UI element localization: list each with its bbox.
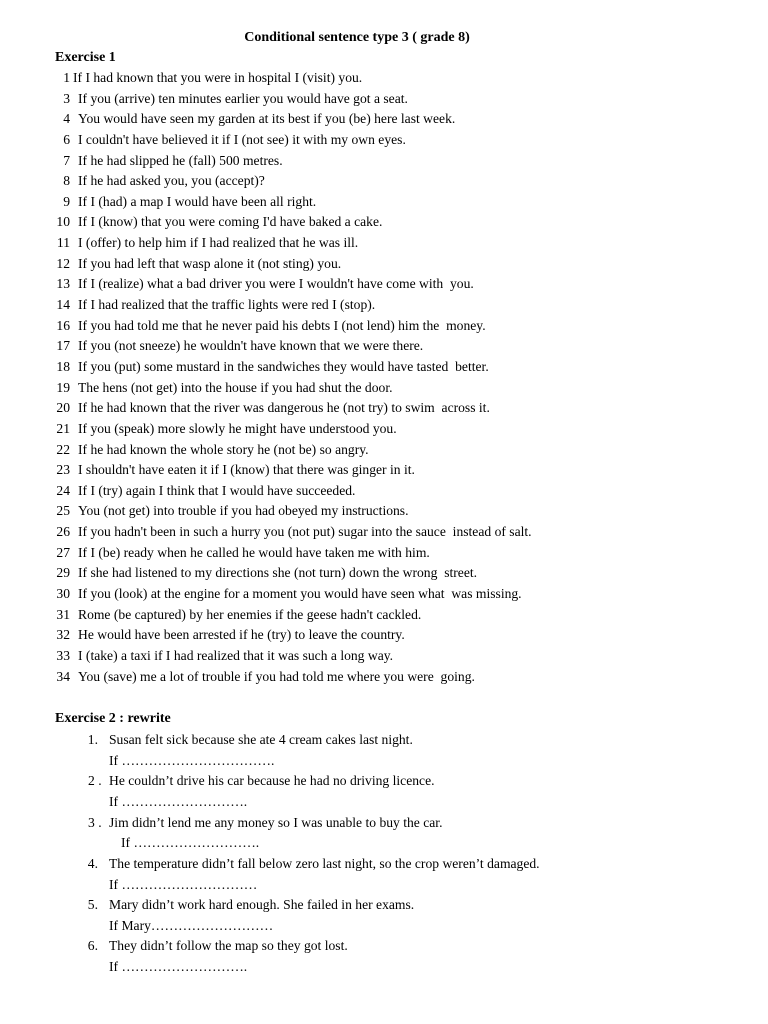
- list-item: [0, 543, 768, 564]
- item-number: 34: [56, 668, 70, 684]
- item-sentence: Susan felt sick because she ate 4 cream cakes last night.: [109, 732, 413, 747]
- item-number: 12: [56, 255, 70, 271]
- item-number: 6.: [87, 938, 98, 954]
- item-number: 1: [63, 70, 70, 85]
- list-item: [0, 192, 768, 213]
- item-text: If I (be) ready when he called he would have taken me with him.: [78, 544, 430, 560]
- item-sentence: The temperature didn’t fall below zero last night, so the crop weren’t damaged.: [109, 855, 540, 871]
- rewrite-blank: If ……………………….: [109, 793, 248, 809]
- list-item: [0, 274, 768, 295]
- item-number: 33: [56, 647, 70, 663]
- list-item: [0, 89, 768, 110]
- item-number: 31: [56, 606, 70, 622]
- item-number: 11: [56, 235, 70, 251]
- item-number: 24: [56, 482, 70, 498]
- item-number: 27: [56, 544, 70, 560]
- item-number: 3 .: [88, 814, 102, 830]
- list-item: [0, 625, 768, 646]
- item-text: You would have seen my garden at its best if you (be) here last week.: [78, 111, 456, 127]
- list-item: [0, 171, 768, 192]
- item-text: You (save) me a lot of trouble if you had told me where you were going.: [78, 668, 475, 684]
- item-number: 29: [56, 565, 70, 581]
- list-item: [0, 109, 768, 130]
- item-sentence: They didn’t follow the map so they got lost.: [109, 938, 348, 954]
- item-text: I (offer) to help him if I had realized that he was ill.: [78, 235, 359, 251]
- exercise-1-heading: Exercise 1: [55, 50, 116, 65]
- list-item: [0, 730, 768, 771]
- list-item: [0, 563, 768, 584]
- list-item: [0, 336, 768, 357]
- item-text: Rome (be captured) by her enemies if the geese hadn't cackled.: [78, 606, 422, 622]
- list-item: [0, 440, 768, 461]
- list-item: [0, 357, 768, 378]
- item-text: If you (not sneeze) he wouldn't have known that we were there.: [78, 338, 424, 354]
- item-number: 16: [56, 317, 70, 333]
- rewrite-blank: If …………………………….: [109, 752, 275, 768]
- item-text: If you hadn't been in such a hurry you (not put) sugar into the sauce instead of salt.: [78, 524, 532, 540]
- item-number: 4: [63, 111, 70, 127]
- item-number: 1.: [87, 732, 98, 747]
- item-number: 6: [63, 131, 70, 147]
- item-text: The hens (not get) into the house if you had shut the door.: [78, 379, 393, 395]
- item-number: 26: [56, 524, 70, 540]
- list-item: [0, 501, 768, 522]
- list-item: [0, 895, 768, 936]
- item-number: 8: [63, 173, 70, 189]
- item-number: 22: [56, 441, 70, 457]
- list-item: [0, 233, 768, 254]
- list-item: [0, 151, 768, 172]
- item-number: 19: [56, 379, 70, 395]
- item-text: If she had listened to my directions she (not turn) down the wrong street.: [78, 565, 478, 581]
- list-item: [0, 481, 768, 502]
- item-text: You (not get) into trouble if you had obeyed my instructions.: [78, 503, 409, 519]
- item-text: If he had slipped he (fall) 500 metres.: [78, 152, 283, 168]
- item-number: 7: [63, 152, 70, 168]
- item-number: 4.: [87, 855, 98, 871]
- item-number: 18: [56, 358, 70, 374]
- item-number: 5.: [87, 897, 98, 913]
- item-text: I couldn't have believed it if I (not see) it with my own eyes.: [78, 131, 406, 147]
- rewrite-blank: If …………………………: [109, 876, 258, 892]
- list-item: [0, 605, 768, 626]
- list-item: [0, 584, 768, 605]
- item-text: If you had left that wasp alone it (not sting) you.: [78, 255, 342, 271]
- list-item: [0, 460, 768, 481]
- list-item: [0, 419, 768, 440]
- item-number: 23: [56, 462, 70, 478]
- item-number: 17: [56, 338, 70, 354]
- item-text: If you (arrive) ten minutes earlier you would have got a seat.: [78, 90, 408, 106]
- list-item: [0, 771, 768, 812]
- item-number: 32: [56, 627, 70, 643]
- list-item: [0, 854, 768, 895]
- item-text: If he had known the whole story he (not be) so angry.: [78, 441, 369, 457]
- exercise-1-list: [0, 68, 768, 687]
- item-text: If I had realized that the traffic lights were red I (stop).: [78, 297, 376, 313]
- list-item: [0, 378, 768, 399]
- list-item: [0, 295, 768, 316]
- item-text: If he had known that the river was dangerous he (not try) to swim across it.: [78, 400, 490, 416]
- rewrite-blank: If Mary………………………: [109, 917, 274, 933]
- item-number: 13: [56, 276, 70, 292]
- item-text: If you (speak) more slowly he might have understood you.: [78, 420, 397, 436]
- item-text: If I (try) again I think that I would have succeeded.: [78, 482, 356, 498]
- list-item: [0, 316, 768, 337]
- item-sentence: He couldn’t drive his car because he had no driving licence.: [109, 773, 435, 789]
- item-text: If I had known that you were in hospital I (visit) you.: [73, 70, 363, 85]
- item-text: If I (know) that you were coming I'd have baked a cake.: [78, 214, 383, 230]
- item-sentence: Jim didn’t lend me any money so I was unable to buy the car.: [109, 814, 443, 830]
- item-number: 21: [56, 420, 70, 436]
- item-text: If he had asked you, you (accept)?: [78, 173, 265, 189]
- list-item: [0, 646, 768, 667]
- item-text: If you had told me that he never paid his debts I (not lend) him the money.: [78, 317, 486, 333]
- list-item: [0, 522, 768, 543]
- rewrite-blank: If ……………………….: [109, 959, 248, 975]
- item-number: 2 .: [88, 773, 102, 789]
- list-item: [0, 813, 768, 854]
- list-item: [0, 130, 768, 151]
- item-text: If I (realize) what a bad driver you were I wouldn't have come with you.: [78, 276, 474, 292]
- list-item: [0, 667, 768, 688]
- item-sentence: Mary didn’t work hard enough. She failed in her exams.: [109, 897, 415, 913]
- list-item: [0, 212, 768, 233]
- item-text: If you (put) some mustard in the sandwiches they would have tasted better.: [78, 358, 489, 374]
- list-item: [0, 68, 768, 89]
- exercise-2-heading: Exercise 2 : rewrite: [55, 711, 171, 726]
- item-number: 25: [56, 503, 70, 519]
- item-number: 14: [56, 297, 70, 313]
- item-text: He would have been arrested if he (try) to leave the country.: [78, 627, 405, 643]
- list-item: [0, 398, 768, 419]
- list-item: [0, 936, 768, 977]
- list-item: [0, 254, 768, 275]
- item-number: 9: [63, 193, 70, 209]
- item-number: 3: [63, 90, 70, 106]
- item-text: I (take) a taxi if I had realized that it was such a long way.: [78, 647, 394, 663]
- item-number: 10: [56, 214, 70, 230]
- item-number: 30: [56, 586, 70, 602]
- item-text: If I (had) a map I would have been all right.: [78, 193, 317, 209]
- item-number: 20: [56, 400, 70, 416]
- item-text: If you (look) at the engine for a moment you would have seen what was missing.: [78, 586, 522, 602]
- rewrite-blank: If ……………………….: [121, 835, 260, 851]
- page-title: Conditional sentence type 3 ( grade 8): [244, 30, 470, 45]
- exercise-2-list: [0, 730, 768, 978]
- item-text: I shouldn't have eaten it if I (know) that there was ginger in it.: [78, 462, 415, 478]
